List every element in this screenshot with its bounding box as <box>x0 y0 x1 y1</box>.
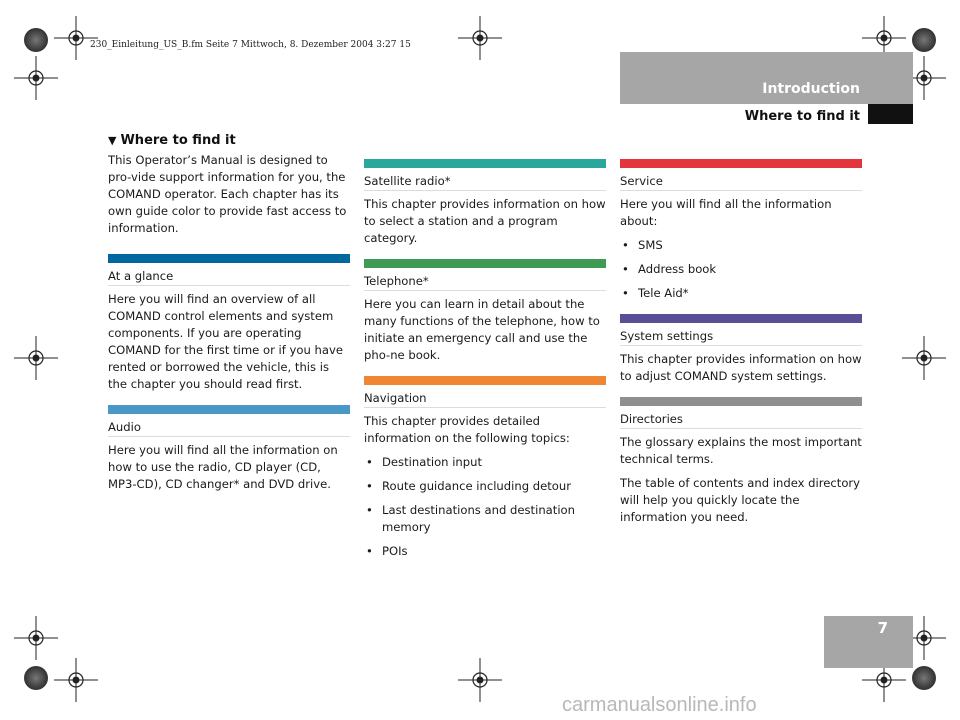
chapter-color-bar <box>364 259 606 268</box>
topic-list-item: • Tele Aid* <box>620 285 862 302</box>
crosshair-icon <box>14 616 58 664</box>
chapter-block-telephone <box>364 259 606 364</box>
register-disc-icon <box>24 28 48 52</box>
chapter-description: The table of contents and index directory will help you quickly locate the information you need. <box>620 476 861 524</box>
triangle-down-icon: ▼ <box>108 134 117 147</box>
chapter-block-system-settings <box>620 314 862 385</box>
chapter-label: At a glance <box>108 263 350 286</box>
chapter-block-navigation <box>364 376 606 560</box>
chapter-block-directories <box>620 397 862 526</box>
topic-list-item: • POIs <box>364 543 606 560</box>
crosshair-icon <box>458 658 502 706</box>
chapter-block-at-a-glance <box>108 254 350 393</box>
chapter-description: Here you will find an overview of all COMAND control elements and system components. If you are operating COMAND for the first time or if you have rented or borrowed the vehicle, this is the chapter you should read first. <box>108 292 343 391</box>
chapter-block-satellite-radio <box>364 159 606 247</box>
chapter-label: Audio <box>108 414 350 437</box>
page-number: 7 <box>877 619 888 637</box>
chapter-color-bar <box>364 376 606 385</box>
chapter-label: Satellite radio* <box>364 168 606 191</box>
chapter-tab-marker <box>868 104 913 124</box>
topic-list-item: • Address book <box>620 261 862 278</box>
watermark: carmanualsonline.info <box>562 694 757 716</box>
chapter-label: Telephone* <box>364 268 606 291</box>
chapter-block-service <box>620 159 862 302</box>
chapter-label: Directories <box>620 406 862 429</box>
chapter-color-bar <box>108 405 350 414</box>
chapter-label: Service <box>620 168 862 191</box>
chapter-block-audio <box>108 405 350 493</box>
register-disc-icon <box>912 28 936 52</box>
crosshair-icon <box>458 16 502 64</box>
crosshair-icon <box>14 56 58 104</box>
chapter-color-bar <box>620 314 862 323</box>
topic-list <box>620 237 862 302</box>
topic-list-item: • Destination input <box>364 454 606 471</box>
topic-list-item: • Route guidance including detour <box>364 478 606 495</box>
chapter-description: Here you will find all the information about: <box>620 197 832 228</box>
crosshair-icon <box>54 658 98 706</box>
topic-list-item: • SMS <box>620 237 862 254</box>
register-disc-icon <box>24 666 48 690</box>
chapter-description: Here you will find all the information on how to use the radio, CD player (CD, MP3-CD), CD changer* and DVD drive. <box>108 443 338 491</box>
chapter-color-bar <box>620 159 862 168</box>
chapter-description: This chapter provides information on how to adjust COMAND system settings. <box>620 352 862 383</box>
chapter-description: The glossary explains the most important technical terms. <box>620 435 862 466</box>
chapter-color-bar <box>620 397 862 406</box>
topic-list <box>364 454 606 560</box>
intro-paragraph: This Operator’s Manual is designed to pro-vide support information for you, the COMAND operator. Each chapter has its own guide color to provide fast access to information. <box>108 153 347 235</box>
crosshair-icon <box>14 336 58 384</box>
register-disc-icon <box>912 666 936 690</box>
column-1 <box>108 152 350 500</box>
page-heading-text: Where to find it <box>120 133 236 148</box>
chapter-color-bar <box>364 159 606 168</box>
page-heading <box>108 133 236 148</box>
chapter-description: This chapter provides detailed information on the following topics: <box>364 414 570 445</box>
chapter-description: This chapter provides information on how to select a station and a program category. <box>364 197 606 245</box>
file-metadata: 230_Einleitung_US_B.fm Seite 7 Mittwoch, 8. Dezember 2004 3:27 15 <box>90 40 411 50</box>
chapter-label: System settings <box>620 323 862 346</box>
chapter-description: Here you can learn in detail about the many functions of the telephone, how to initiate an emergency call and use the pho-ne book. <box>364 297 600 362</box>
topic-list-item: • Last destinations and destination memory <box>364 502 606 536</box>
chapter-label: Navigation <box>364 385 606 408</box>
chapter-color-bar <box>108 254 350 263</box>
section-title: Where to find it <box>744 109 860 124</box>
chapter-title: Introduction <box>762 81 860 97</box>
column-3 <box>620 147 862 533</box>
column-2 <box>364 147 606 567</box>
crosshair-icon <box>902 336 946 384</box>
